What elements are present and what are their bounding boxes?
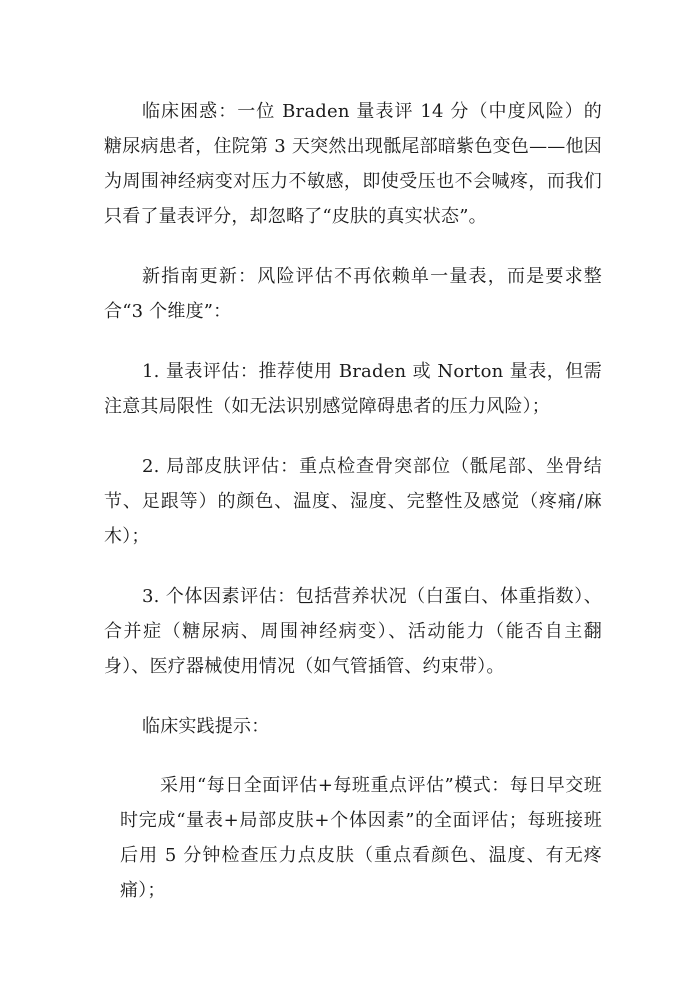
paragraph-clinical-dilemma: 临床困惑：一位 Braden 量表评 14 分（中度风险）的糖尿病患者，住院第 3 天突然出现骶尾部暗紫色变色——他因为周围神经病变对压力不敏感，即使受压也不会喊疼，而我们只看了量表评分，却忽略了“皮肤的真实状态”。 [104, 101, 602, 227]
paragraph-scale-assessment: 1. 量表评估：推荐使用 Braden 或 Norton 量表，但需注意其局限性（如无法识别感觉障碍患者的压力风险）； [104, 361, 602, 417]
paragraph-practice-tips-body: 采用“每日全面评估+每班重点评估”模式：每日早交班时完成“量表+局部皮肤+个体因素”的全面评估；每班接班后用 5 分钟检查压力点皮肤（重点看颜色、温度、有无疼痛）； [120, 775, 602, 901]
paragraph-skin-assessment: 2. 局部皮肤评估：重点检查骨突部位（骶尾部、坐骨结节、足跟等）的颜色、温度、湿度、完整性及感觉（疼痛/麻木）； [104, 456, 602, 547]
paragraph-practice-tips-heading: 临床实践提示： [142, 716, 270, 737]
paragraph-guideline-update: 新指南更新：风险评估不再依赖单一量表，而是要求整合“3 个维度”： [104, 266, 602, 322]
paragraph-individual-factors: 3. 个体因素评估：包括营养状况（白蛋白、体重指数）、合并症（糖尿病、周围神经病变）、活动能力（能否自主翻身）、医疗器械使用情况（如气管插管、约束带）。 [104, 586, 602, 677]
